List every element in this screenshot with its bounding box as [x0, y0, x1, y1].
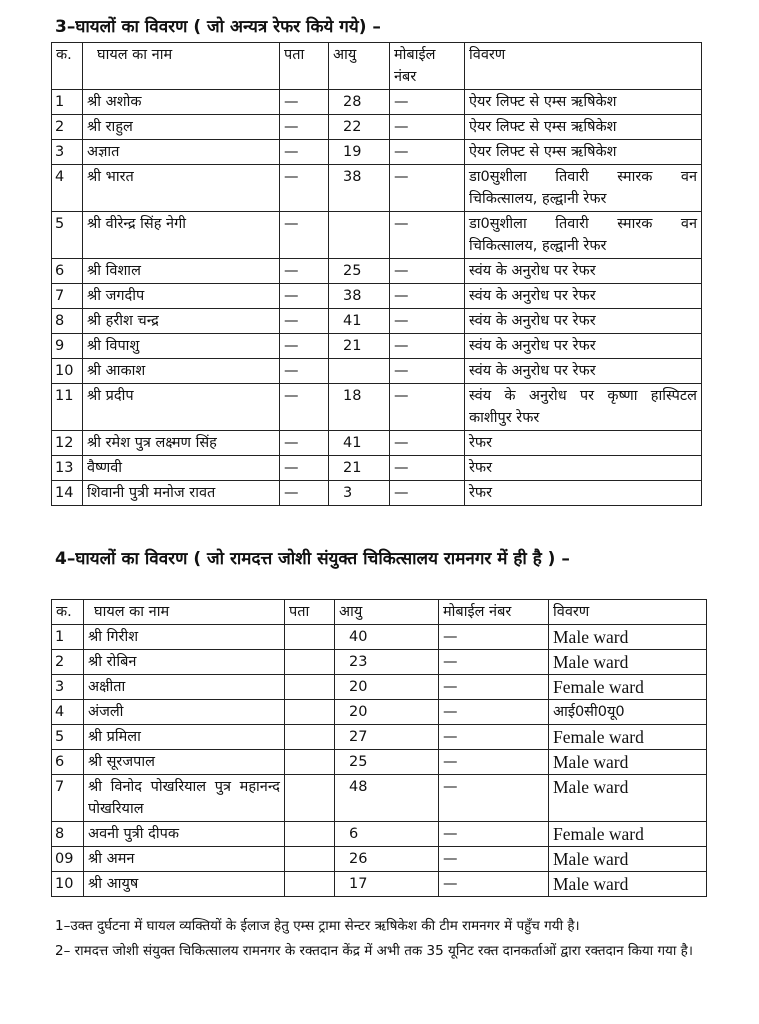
serial-cell: 14: [52, 481, 83, 506]
table-row: [52, 259, 702, 284]
address-cell: [285, 725, 335, 750]
address-cell: —: [280, 334, 329, 359]
serial-cell: 4: [52, 700, 84, 725]
details-cell: Male ward: [549, 750, 707, 775]
age-cell: 21: [329, 456, 390, 481]
age-cell: 41: [329, 309, 390, 334]
age-cell: 19: [329, 140, 390, 165]
age-cell: 6: [335, 822, 439, 847]
mobile-cell: —: [390, 259, 465, 284]
serial-cell: 11: [52, 384, 83, 431]
details-cell: ऐयर लिफ्ट से एम्स ऋषिकेश: [465, 140, 702, 165]
table-row: [52, 140, 702, 165]
mobile-cell: —: [439, 700, 549, 725]
serial-cell: 5: [52, 725, 84, 750]
col-mobile: मोबाईल नंबर: [390, 43, 465, 90]
details-cell: स्वंय के अनुरोध पर रेफर: [465, 284, 702, 309]
table-row: [52, 334, 702, 359]
name-cell: श्री विनोद पोखरियाल पुत्र महानन्द पोखरियाल: [84, 775, 285, 822]
details-cell: Male ward: [549, 847, 707, 872]
serial-cell: 10: [52, 359, 83, 384]
name-cell: श्री प्रमिला: [84, 725, 285, 750]
table-row: [52, 481, 702, 506]
mobile-cell: —: [439, 750, 549, 775]
details-cell: स्वंय के अनुरोध पर रेफर: [465, 259, 702, 284]
details-cell: स्वंय के अनुरोध पर रेफर: [465, 359, 702, 384]
table-row: [52, 115, 702, 140]
address-cell: [285, 822, 335, 847]
details-cell: Male ward: [549, 775, 707, 822]
address-cell: —: [280, 481, 329, 506]
mobile-cell: —: [390, 165, 465, 212]
serial-cell: 13: [52, 456, 83, 481]
address-cell: [285, 650, 335, 675]
table-row: [52, 165, 702, 212]
age-cell: [329, 359, 390, 384]
name-cell: अवनी पुत्री दीपक: [84, 822, 285, 847]
mobile-cell: —: [390, 212, 465, 259]
mobile-cell: —: [439, 822, 549, 847]
mobile-cell: —: [439, 650, 549, 675]
age-cell: 22: [329, 115, 390, 140]
details-cell: रेफर: [465, 481, 702, 506]
name-cell: श्री हरीश चन्द्र: [83, 309, 280, 334]
age-cell: 25: [329, 259, 390, 284]
serial-cell: 4: [52, 165, 83, 212]
admitted-injured-table: [51, 599, 707, 897]
name-cell: श्री भारत: [83, 165, 280, 212]
mobile-cell: —: [439, 725, 549, 750]
serial-cell: 7: [52, 775, 84, 822]
details-cell: रेफर: [465, 456, 702, 481]
details-cell: Female ward: [549, 822, 707, 847]
name-cell: श्री वीरेन्द्र सिंह नेगी: [83, 212, 280, 259]
age-cell: 18: [329, 384, 390, 431]
name-cell: शिवानी पुत्री मनोज रावत: [83, 481, 280, 506]
table-row: [52, 725, 707, 750]
details-cell: ऐयर लिफ्ट से एम्स ऋषिकेश: [465, 90, 702, 115]
mobile-cell: —: [439, 675, 549, 700]
name-cell: श्री आयुष: [84, 872, 285, 897]
table-row: [52, 750, 707, 775]
mobile-cell: —: [390, 481, 465, 506]
notes-section: [55, 916, 707, 966]
col-name: घायल का नाम: [83, 43, 280, 90]
details-cell: स्वंय के अनुरोध पर रेफर: [465, 334, 702, 359]
table-row: [52, 456, 702, 481]
table-row: [52, 625, 707, 650]
details-cell: रेफर: [465, 431, 702, 456]
table-row: [52, 359, 702, 384]
address-cell: —: [280, 359, 329, 384]
age-cell: 38: [329, 165, 390, 212]
name-cell: श्री रमेश पुत्र लक्ष्मण सिंह: [83, 431, 280, 456]
details-cell: Female ward: [549, 675, 707, 700]
name-cell: श्री विशाल: [83, 259, 280, 284]
address-cell: [285, 625, 335, 650]
serial-cell: 10: [52, 872, 84, 897]
details-cell: डा0सुशीला तिवारी स्मारक वन चिकित्सालय, हल्द्वानी रेफर: [465, 212, 702, 259]
age-cell: 27: [335, 725, 439, 750]
age-cell: 26: [335, 847, 439, 872]
table-row: [52, 284, 702, 309]
table-row: [52, 847, 707, 872]
table-header-row: [52, 600, 707, 625]
name-cell: श्री राहुल: [83, 115, 280, 140]
serial-cell: 2: [52, 115, 83, 140]
address-cell: —: [280, 90, 329, 115]
serial-cell: 6: [52, 259, 83, 284]
serial-cell: 2: [52, 650, 84, 675]
col-address: पता: [285, 600, 335, 625]
col-details: विवरण: [549, 600, 707, 625]
table-row: [52, 872, 707, 897]
table-row: [52, 775, 707, 822]
address-cell: —: [280, 115, 329, 140]
age-cell: 40: [335, 625, 439, 650]
mobile-cell: —: [439, 775, 549, 822]
address-cell: —: [280, 165, 329, 212]
address-cell: [285, 675, 335, 700]
col-address: पता: [280, 43, 329, 90]
details-cell: ऐयर लिफ्ट से एम्स ऋषिकेश: [465, 115, 702, 140]
serial-cell: 12: [52, 431, 83, 456]
age-cell: 25: [335, 750, 439, 775]
name-cell: श्री सूरजपाल: [84, 750, 285, 775]
address-cell: —: [280, 456, 329, 481]
name-cell: श्री गिरीश: [84, 625, 285, 650]
mobile-cell: —: [439, 847, 549, 872]
age-cell: 21: [329, 334, 390, 359]
age-cell: 20: [335, 700, 439, 725]
serial-cell: 5: [52, 212, 83, 259]
name-cell: श्री आकाश: [83, 359, 280, 384]
serial-cell: 09: [52, 847, 84, 872]
mobile-cell: —: [390, 140, 465, 165]
age-cell: 28: [329, 90, 390, 115]
mobile-cell: —: [439, 872, 549, 897]
details-cell: Male ward: [549, 872, 707, 897]
address-cell: [285, 847, 335, 872]
note-1: 1–उक्त दुर्घटना में घायल व्यक्तियों के ईलाज हेतु एम्स ट्रामा सेन्टर ऋषिकेश की टीम रामनगर में पहुँच गयी है।: [55, 918, 580, 934]
serial-cell: 8: [52, 822, 84, 847]
mobile-cell: —: [390, 284, 465, 309]
address-cell: —: [280, 384, 329, 431]
note-2: 2– रामदत्त जोशी संयुक्त चिकित्सालय रामनगर के रक्तदान केंद्र में अभी तक 35 यूनिट रक्त दानकर्ताओं द्वारा रक्तदान किया गया है।: [55, 943, 693, 959]
mobile-cell: —: [390, 431, 465, 456]
details-cell: Male ward: [549, 650, 707, 675]
serial-cell: 1: [52, 90, 83, 115]
mobile-cell: —: [390, 115, 465, 140]
table-header-row: [52, 43, 702, 90]
table-row: [52, 650, 707, 675]
name-cell: श्री अशोक: [83, 90, 280, 115]
age-cell: 20: [335, 675, 439, 700]
age-cell: 3: [329, 481, 390, 506]
address-cell: [285, 700, 335, 725]
serial-cell: 3: [52, 140, 83, 165]
table-row: [52, 822, 707, 847]
mobile-cell: —: [390, 456, 465, 481]
name-cell: श्री अमन: [84, 847, 285, 872]
address-cell: —: [280, 309, 329, 334]
name-cell: वैष्णवी: [83, 456, 280, 481]
age-cell: 41: [329, 431, 390, 456]
mobile-cell: —: [390, 90, 465, 115]
serial-cell: 9: [52, 334, 83, 359]
section4-heading: 4–घायलों का विवरण ( जो रामदत्त जोशी संयुक्त चिकित्सालय रामनगर में ही है ) –: [55, 549, 570, 569]
col-name: घायल का नाम: [84, 600, 285, 625]
age-cell: 38: [329, 284, 390, 309]
details-cell: Female ward: [549, 725, 707, 750]
serial-cell: 6: [52, 750, 84, 775]
table-row: [52, 309, 702, 334]
mobile-cell: —: [439, 625, 549, 650]
name-cell: श्री प्रदीप: [83, 384, 280, 431]
details-cell: आई0सी0यू0: [549, 700, 707, 725]
details-cell: स्वंय के अनुरोध पर रेफर: [465, 309, 702, 334]
address-cell: —: [280, 212, 329, 259]
table-row: [52, 384, 702, 431]
age-cell: 48: [335, 775, 439, 822]
serial-cell: 7: [52, 284, 83, 309]
table-row: [52, 675, 707, 700]
mobile-cell: —: [390, 309, 465, 334]
serial-cell: 1: [52, 625, 84, 650]
name-cell: अक्षीता: [84, 675, 285, 700]
address-cell: —: [280, 140, 329, 165]
address-cell: —: [280, 259, 329, 284]
mobile-cell: —: [390, 359, 465, 384]
table-row: [52, 90, 702, 115]
mobile-cell: —: [390, 384, 465, 431]
mobile-cell: —: [390, 334, 465, 359]
name-cell: अंजली: [84, 700, 285, 725]
age-cell: [329, 212, 390, 259]
name-cell: अज्ञात: [83, 140, 280, 165]
address-cell: [285, 872, 335, 897]
address-cell: [285, 750, 335, 775]
table-row: [52, 212, 702, 259]
address-cell: —: [280, 284, 329, 309]
details-cell: Male ward: [549, 625, 707, 650]
col-serial: क.: [52, 43, 83, 90]
serial-cell: 3: [52, 675, 84, 700]
table-row: [52, 700, 707, 725]
col-details: विवरण: [465, 43, 702, 90]
details-cell: डा0सुशीला तिवारी स्मारक वन चिकित्सालय, हल्द्वानी रेफर: [465, 165, 702, 212]
referred-injured-table: [51, 42, 702, 506]
age-cell: 23: [335, 650, 439, 675]
col-age: आयु: [329, 43, 390, 90]
serial-cell: 8: [52, 309, 83, 334]
address-cell: —: [280, 431, 329, 456]
address-cell: [285, 775, 335, 822]
section3-heading: 3–घायलों का विवरण ( जो अन्यत्र रेफर किये गये) –: [55, 17, 381, 37]
col-mobile: मोबाईल नंबर: [439, 600, 549, 625]
table-row: [52, 431, 702, 456]
details-cell: स्वंय के अनुरोध पर कृष्णा हास्पिटल काशीपुर रेफर: [465, 384, 702, 431]
age-cell: 17: [335, 872, 439, 897]
col-serial: क.: [52, 600, 84, 625]
name-cell: श्री विपाशु: [83, 334, 280, 359]
name-cell: श्री रोबिन: [84, 650, 285, 675]
name-cell: श्री जगदीप: [83, 284, 280, 309]
col-age: आयु: [335, 600, 439, 625]
